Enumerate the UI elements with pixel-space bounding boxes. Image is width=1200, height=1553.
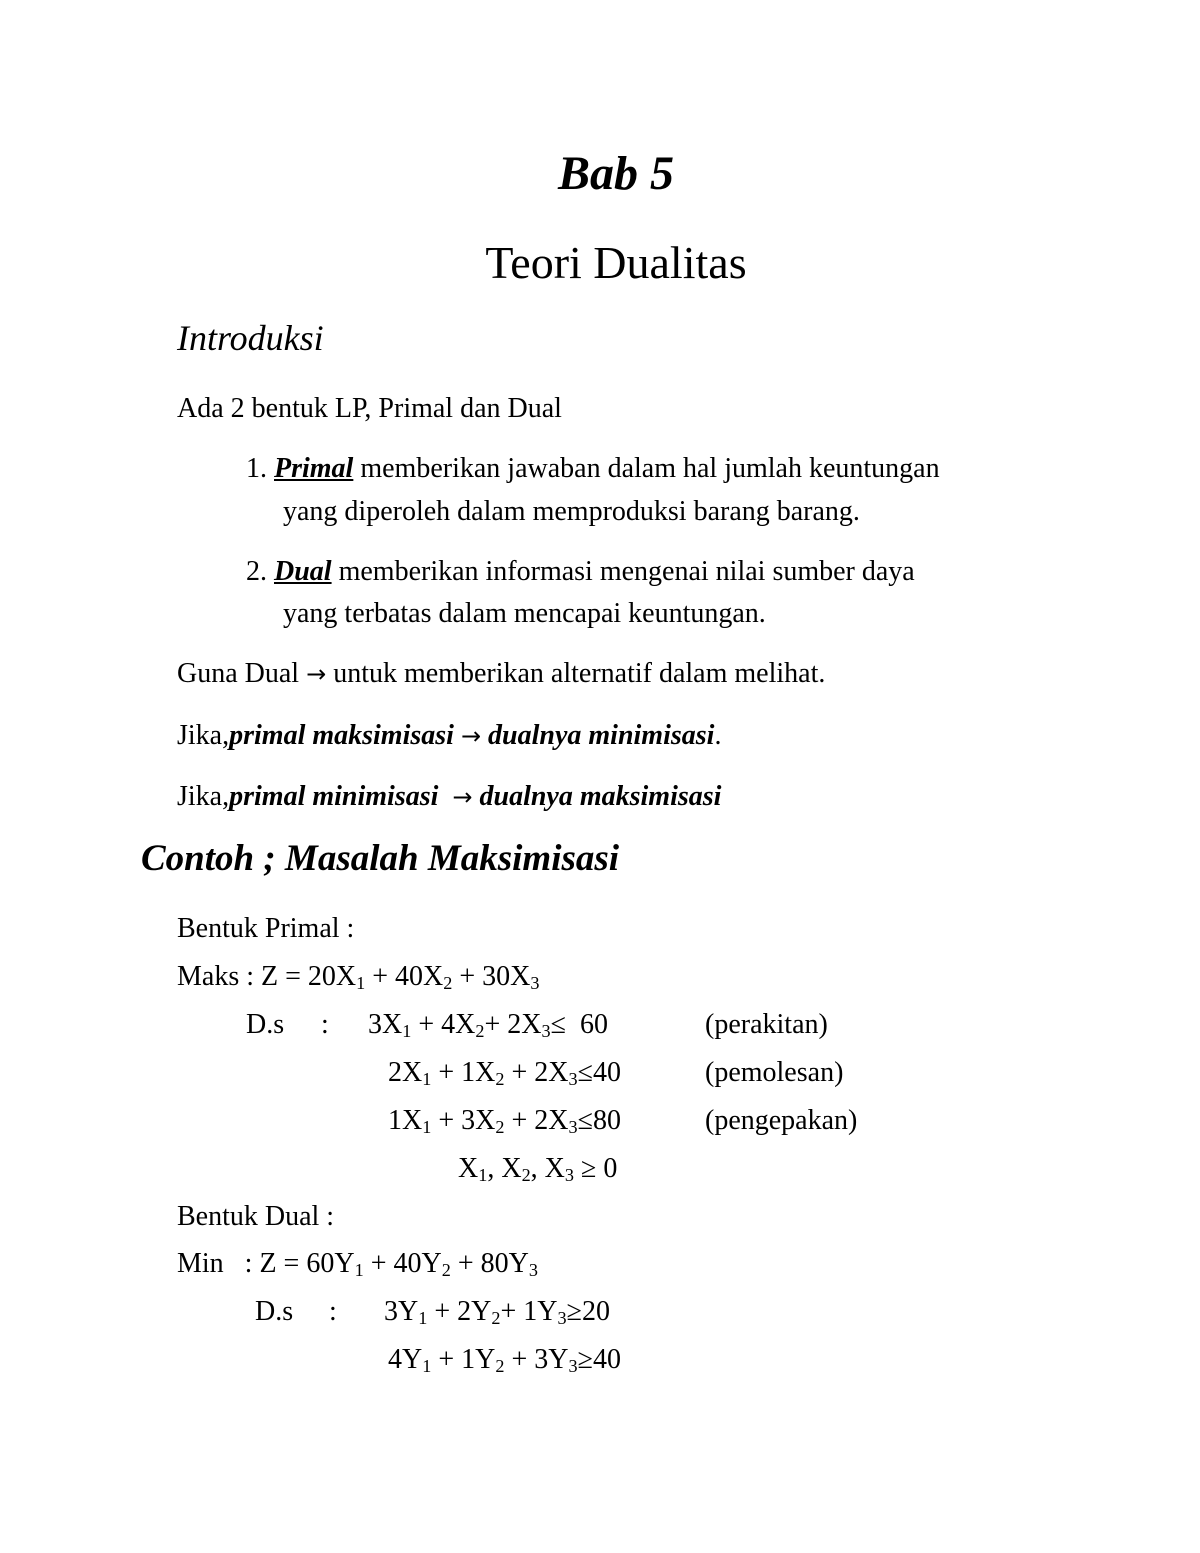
math-term: X — [544, 1153, 565, 1184]
math-operator: + — [431, 1057, 462, 1088]
list-text: memberikan jawaban dalam hal jumlah keuntungan — [360, 453, 940, 484]
math-term: 3X — [461, 1105, 496, 1136]
section-heading-contoh: Contoh ; Masalah Maksimisasi — [141, 838, 620, 879]
dual-constraint-1 — [384, 1298, 610, 1326]
math-subscript: 1 — [478, 1165, 488, 1185]
math-subscript: 2 — [495, 1069, 505, 1089]
dual-objective — [177, 1250, 538, 1278]
math-operator: + — [452, 961, 483, 992]
math-term: 2X — [388, 1057, 423, 1088]
primal-objective — [177, 963, 539, 991]
math-subscript: 1 — [356, 973, 366, 993]
dual-label: Bentuk Dual : — [177, 1201, 335, 1232]
math-term: 40Y — [393, 1248, 442, 1279]
math-term: 80Y — [480, 1248, 529, 1279]
math-term: 20X — [307, 961, 357, 992]
arrow-right-icon: → — [452, 783, 473, 811]
guna-rest: untuk memberikan alternatif dalam melihat. — [333, 658, 826, 689]
math-operator: + — [363, 1248, 394, 1279]
math-subscript: 3 — [530, 973, 540, 993]
constraint-expression — [368, 1009, 551, 1040]
primal-constraint-3-note: (pengepakan) — [705, 1105, 858, 1136]
constraint-expression — [388, 1105, 578, 1136]
math-subscript: 2 — [495, 1356, 505, 1376]
constraint-rhs: 60 — [579, 1009, 608, 1040]
math-subscript: 2 — [521, 1165, 531, 1185]
primal-constraint-1-note: (perakitan) — [705, 1009, 828, 1040]
math-term: 3Y — [384, 1296, 419, 1327]
jika-lead: Jika, — [177, 781, 230, 812]
jika-left: primal minimisasi — [229, 781, 439, 812]
primal-label: Bentuk Primal : — [177, 913, 355, 944]
math-operator: + — [431, 1344, 462, 1375]
math-term: 40X — [395, 961, 444, 992]
nonneg-rhs: 0 — [603, 1153, 618, 1184]
arrow-right-icon: → — [460, 722, 482, 750]
section-heading-introduksi: Introduksi — [177, 318, 324, 358]
primal-ds-label: D.s — [246, 1009, 285, 1040]
math-subscript: 3 — [528, 1260, 538, 1280]
math-subscript: 2 — [475, 1021, 485, 1041]
math-subscript: 3 — [568, 1356, 578, 1376]
math-term: 4Y — [388, 1344, 423, 1375]
math-operator: + — [504, 1057, 535, 1088]
math-subscript: 2 — [443, 973, 453, 993]
jika-end: . — [714, 720, 722, 751]
nonneg-expression — [458, 1153, 574, 1184]
math-term: X — [458, 1153, 479, 1184]
primal-constraint-2 — [388, 1059, 621, 1087]
math-subscript: 1 — [422, 1117, 432, 1137]
math-operator: , — [530, 1153, 545, 1184]
math-subscript: 3 — [541, 1021, 551, 1041]
chapter-title: Teori Dualitas — [485, 237, 747, 288]
math-term: 2X — [507, 1009, 542, 1040]
math-subscript: 3 — [568, 1117, 578, 1137]
math-subscript: 1 — [422, 1356, 432, 1376]
guna-lead: Guna Dual — [177, 658, 300, 689]
math-term: X — [501, 1153, 522, 1184]
jika-line-maks — [177, 722, 721, 750]
primal-ds-colon: : — [321, 1009, 329, 1040]
math-term: 1X — [461, 1057, 496, 1088]
math-operator: , — [487, 1153, 502, 1184]
constraint-relation: ≥ — [566, 1296, 582, 1327]
constraint-rhs: 80 — [592, 1105, 621, 1136]
math-term: 1Y — [523, 1296, 558, 1327]
list-term: Primal — [274, 453, 354, 484]
jika-right: dualnya maksimisasi — [479, 781, 722, 812]
math-term: 2Y — [457, 1296, 492, 1327]
math-subscript: 2 — [441, 1260, 451, 1280]
list-item-primal-continued: yang diperoleh dalam memproduksi barang barang. — [283, 496, 860, 527]
list-item-dual — [246, 558, 915, 586]
constraint-rhs: 20 — [581, 1296, 610, 1327]
constraint-relation: ≤ — [577, 1105, 593, 1136]
math-subscript: 3 — [564, 1165, 574, 1185]
constraint-expression — [388, 1057, 578, 1088]
primal-constraint-2-note: (pemolesan) — [705, 1057, 844, 1088]
dual-constraint-2 — [388, 1346, 621, 1374]
math-operator: + — [411, 1009, 442, 1040]
primal-constraint-1 — [368, 1011, 608, 1039]
jika-right: dualnya minimisasi — [488, 720, 715, 751]
math-term: 1X — [388, 1105, 423, 1136]
constraint-rhs: 40 — [592, 1057, 621, 1088]
list-item-primal — [246, 455, 940, 483]
jika-left: primal maksimisasi — [229, 720, 454, 751]
list-text: memberikan informasi mengenai nilai sumber daya — [338, 556, 915, 587]
list-number: 2. — [246, 556, 267, 587]
math-subscript: 2 — [495, 1117, 505, 1137]
math-subscript: 1 — [422, 1069, 432, 1089]
math-operator: + — [504, 1344, 535, 1375]
arrow-right-icon: → — [306, 660, 327, 688]
math-term: 2X — [534, 1057, 569, 1088]
jika-lead: Jika, — [177, 720, 230, 751]
constraint-rhs: 40 — [592, 1344, 621, 1375]
math-operator: + — [431, 1105, 462, 1136]
primal-constraint-3 — [388, 1107, 621, 1135]
math-operator: + — [500, 1296, 524, 1327]
objective-prefix: Min : Z = — [177, 1248, 307, 1279]
guna-dual-line — [177, 660, 825, 688]
math-term: 2X — [534, 1105, 569, 1136]
constraint-expression — [388, 1344, 578, 1375]
math-operator: + — [450, 1248, 481, 1279]
math-subscript: 2 — [491, 1308, 501, 1328]
constraint-expression — [384, 1296, 567, 1327]
math-subscript: 3 — [568, 1069, 578, 1089]
jika-line-min — [177, 783, 721, 811]
constraint-relation: ≤ — [550, 1009, 566, 1040]
nonneg-relation: ≥ — [580, 1153, 597, 1184]
objective-expression — [306, 1248, 538, 1279]
math-term: 30X — [482, 961, 531, 992]
objective-prefix: Maks : Z = — [177, 961, 308, 992]
math-operator: + — [427, 1296, 458, 1327]
math-term: 3Y — [534, 1344, 569, 1375]
math-term: 1Y — [461, 1344, 496, 1375]
dual-ds-label: D.s — [255, 1296, 294, 1327]
math-term: 60Y — [306, 1248, 355, 1279]
math-subscript: 1 — [402, 1021, 412, 1041]
math-subscript: 3 — [557, 1308, 567, 1328]
math-operator: + — [365, 961, 396, 992]
constraint-relation: ≥ — [577, 1344, 593, 1375]
chapter-number: Bab 5 — [557, 147, 674, 200]
dual-ds-colon: : — [329, 1296, 337, 1327]
math-subscript: 1 — [418, 1308, 428, 1328]
list-item-dual-continued: yang terbatas dalam mencapai keuntungan. — [283, 598, 766, 629]
math-operator: + — [504, 1105, 535, 1136]
list-term: Dual — [274, 556, 332, 587]
constraint-relation: ≤ — [577, 1057, 593, 1088]
math-subscript: 1 — [354, 1260, 364, 1280]
math-term: 4X — [441, 1009, 476, 1040]
math-operator: + — [484, 1009, 508, 1040]
primal-nonnegativity — [458, 1155, 617, 1183]
intro-paragraph: Ada 2 bentuk LP, Primal dan Dual — [177, 393, 562, 424]
math-term: 3X — [368, 1009, 403, 1040]
objective-expression — [308, 961, 540, 992]
list-number: 1. — [246, 453, 267, 484]
